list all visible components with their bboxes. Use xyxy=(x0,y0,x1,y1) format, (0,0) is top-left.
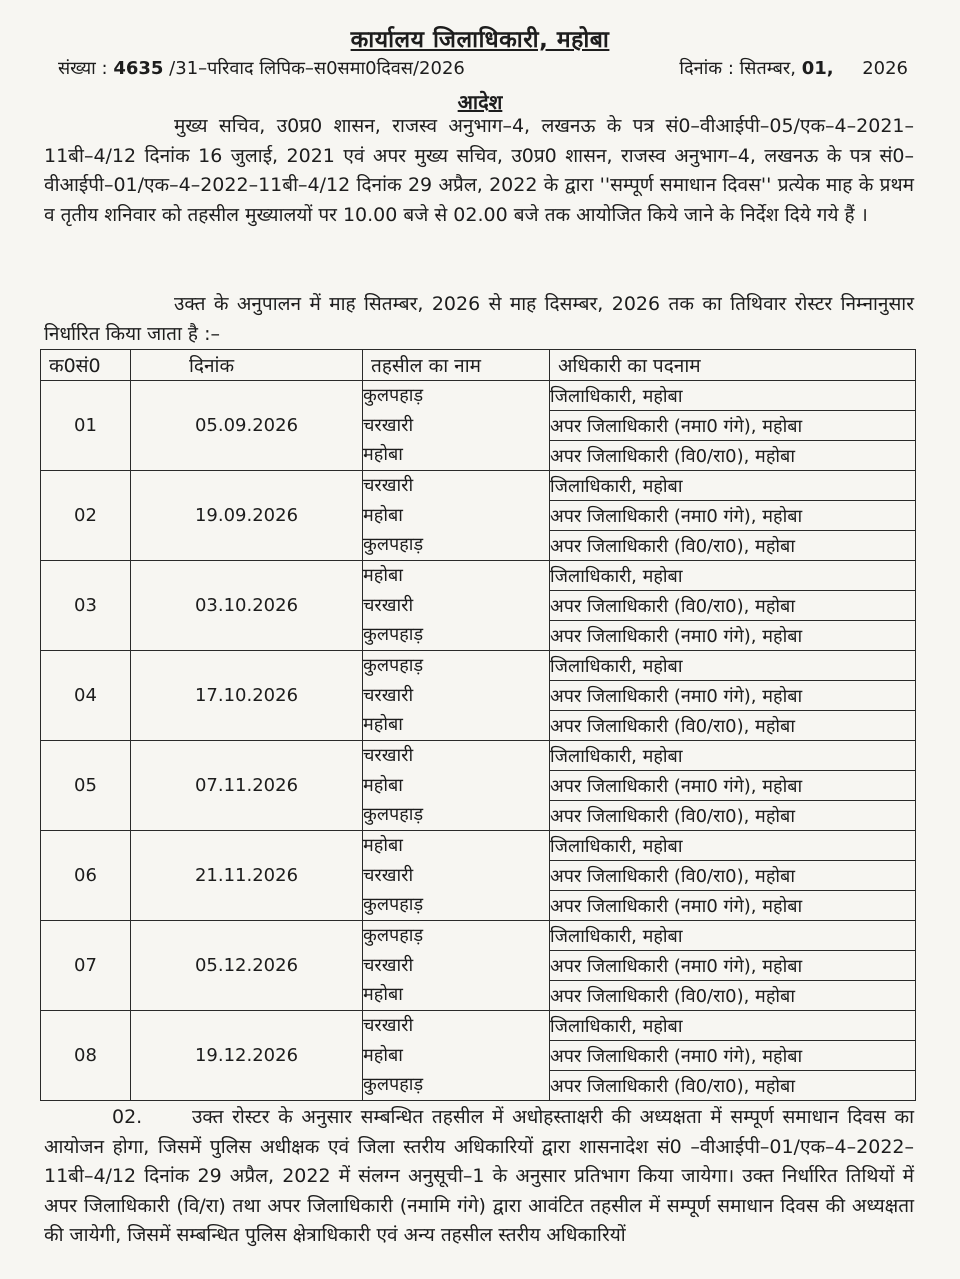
paragraph-1-text: मुख्य सचिव, उ0प्र0 शासन, राजस्व अनुभाग–4, लखनऊ के पत्र सं0–वीआईपी–05/एक–4–2021–11बी–4/12 दिनांक 16 जुलाई, 2021 एवं अपर मुख्य सचिव, उ0प्र0 शासन, राजस्व अनुभाग–4, लखनऊ के पत्र सं0– वीआईपी–01/एक–4–2022–11बी–4/12 दिनांक 29 अप्रैल, 2022 के द्वारा ''सम्पूर्ण समाधान दिवस'' प्रत्येक माह के प्रथम व तृतीय शनिवार को तहसील मुख्यालयों पर 10.00 बजे से 02.00 बजे तक आयोजित किये जाने के निर्देश दिये गये हैं । xyxy=(44,115,914,226)
row-date: 19.09.2026 xyxy=(131,471,363,561)
row-date: 03.10.2026 xyxy=(131,561,363,651)
tehsil-name: कुलपहाड़ xyxy=(363,655,424,676)
tehsil-name: चरखारी xyxy=(363,475,414,496)
officer-designation: जिलाधिकारी, महोबा xyxy=(550,381,916,411)
row-serial-number: 01 xyxy=(41,381,131,471)
officer-designation: अपर जिलाधिकारी (वि0/रा0), महोबा xyxy=(550,591,916,621)
table-row xyxy=(41,381,916,411)
tehsil-name: महोबा xyxy=(363,835,403,856)
row-tehsil-list xyxy=(363,651,550,741)
table-row xyxy=(41,561,916,591)
tehsil-name: कुलपहाड़ xyxy=(363,534,424,556)
reference-number xyxy=(58,56,465,80)
document-date xyxy=(679,56,908,80)
officer-designation: जिलाधिकारी, महोबा xyxy=(550,831,916,861)
roster-table-body xyxy=(41,381,916,1101)
paragraph-2-text: उक्त के अनुपालन में माह सितम्बर, 2026 से माह दिसम्बर, 2026 तक का तिथिवार रोस्टर निम्नानुसार निर्धारित किया जाता है :– xyxy=(44,293,914,345)
officer-designation: अपर जिलाधिकारी (वि0/रा0), महोबा xyxy=(550,711,916,741)
tehsil-name: कुलपहाड़ xyxy=(363,804,424,826)
officer-designation: जिलाधिकारी, महोबा xyxy=(550,561,916,591)
officer-designation: अपर जिलाधिकारी (नमा0 गंगे), महोबा xyxy=(550,621,916,651)
table-row xyxy=(41,1011,916,1041)
header-officer: अधिकारी का पदनाम xyxy=(550,350,916,381)
paragraph-3-text: उक्त रोस्टर के अनुसार सम्बन्धित तहसील में अधोहस्ताक्षरी की अध्यक्षता में सम्पूर्ण समाधान दिवस का आयोजन होगा, जिसमें पुलिस अधीक्षक एवं जिला स्तरीय अधिकारियों द्वारा शासनादेश सं0 –वीआईपी–01/एक–4–2022–11बी–4/12 दिनांक 29 अप्रैल, 2022 में संलग्न अनुसूची–1 के अनुसार प्रतिभाग किया जायेगा। उक्त निर्धारित तिथियों में अपर जिलाधिकारी (वि/रा) तथा अपर जिलाधिकारी (नमामि गंगे) द्वारा आवंटित तहसील में सम्पूर्ण समाधान दिवस की अध्यक्षता की जायेगी, जिसमें सम्बन्धित पुलिस क्षेत्राधिकारी एवं अन्य तहसील स्तरीय अधिकारियों xyxy=(44,1106,914,1247)
row-tehsil-list xyxy=(363,741,550,831)
tehsil-name: महोबा xyxy=(363,774,403,796)
row-tehsil-list xyxy=(363,1011,550,1101)
paragraph-3-number: 02. xyxy=(112,1106,143,1128)
tehsil-name: महोबा xyxy=(363,984,403,1006)
row-serial-number: 06 xyxy=(41,831,131,921)
date-year: 2026 xyxy=(862,58,908,79)
tehsil-name: महोबा xyxy=(363,565,403,586)
reference-number-value: 4635 xyxy=(113,58,164,79)
row-date: 07.11.2026 xyxy=(131,741,363,831)
row-serial-number: 02 xyxy=(41,471,131,561)
date-day: 01, xyxy=(801,58,834,79)
row-date: 17.10.2026 xyxy=(131,651,363,741)
row-serial-number: 05 xyxy=(41,741,131,831)
tehsil-name: कुलपहाड़ xyxy=(363,385,424,406)
date-month: सितम्बर, xyxy=(739,58,796,79)
tehsil-name: चरखारी xyxy=(363,684,414,706)
table-row xyxy=(41,651,916,681)
row-date: 05.12.2026 xyxy=(131,921,363,1011)
roster-table xyxy=(40,349,916,1101)
officer-designation: अपर जिलाधिकारी (वि0/रा0), महोबा xyxy=(550,801,916,831)
officer-designation: जिलाधिकारी, महोबा xyxy=(550,471,916,501)
officer-designation: अपर जिलाधिकारी (वि0/रा0), महोबा xyxy=(550,861,916,891)
header-sno: क0सं0 xyxy=(41,350,131,381)
row-serial-number: 04 xyxy=(41,651,131,741)
paragraph-2 xyxy=(44,290,914,349)
order-heading: आदेश xyxy=(457,90,503,114)
row-serial-number: 08 xyxy=(41,1011,131,1101)
reference-label: संख्या : xyxy=(58,58,108,79)
officer-designation: अपर जिलाधिकारी (वि0/रा0), महोबा xyxy=(550,531,916,561)
tehsil-name: चरखारी xyxy=(363,954,414,976)
header-tehsil: तहसील का नाम xyxy=(363,350,550,381)
officer-designation: जिलाधिकारी, महोबा xyxy=(550,741,916,771)
officer-designation: अपर जिलाधिकारी (वि0/रा0), महोबा xyxy=(550,441,916,471)
tehsil-name: महोबा xyxy=(363,504,403,526)
officer-designation: जिलाधिकारी, महोबा xyxy=(550,651,916,681)
officer-designation: अपर जिलाधिकारी (नमा0 गंगे), महोबा xyxy=(550,951,916,981)
officer-designation: अपर जिलाधिकारी (नमा0 गंगे), महोबा xyxy=(550,681,916,711)
table-row xyxy=(41,921,916,951)
row-date: 05.09.2026 xyxy=(131,381,363,471)
tehsil-name: चरखारी xyxy=(363,864,414,886)
officer-designation: अपर जिलाधिकारी (नमा0 गंगे), महोबा xyxy=(550,891,916,921)
tehsil-name: महोबा xyxy=(363,444,403,466)
table-row xyxy=(41,741,916,771)
tehsil-name: चरखारी xyxy=(363,745,414,766)
date-label: दिनांक : xyxy=(679,58,734,79)
tehsil-name: कुलपहाड़ xyxy=(363,624,424,646)
tehsil-name: कुलपहाड़ xyxy=(363,894,424,916)
table-row xyxy=(41,831,916,861)
table-row xyxy=(41,471,916,501)
header-date: दिनांक xyxy=(131,350,363,381)
tehsil-name: महोबा xyxy=(363,1044,403,1066)
paragraph-3 xyxy=(44,1103,914,1251)
row-serial-number: 07 xyxy=(41,921,131,1011)
tehsil-name: कुलपहाड़ xyxy=(363,925,424,946)
officer-designation: जिलाधिकारी, महोबा xyxy=(550,921,916,951)
row-date: 19.12.2026 xyxy=(131,1011,363,1101)
officer-designation: अपर जिलाधिकारी (नमा0 गंगे), महोबा xyxy=(550,1041,916,1071)
tehsil-name: चरखारी xyxy=(363,594,414,616)
row-tehsil-list xyxy=(363,561,550,651)
office-title: कार्यालय जिलाधिकारी, महोबा xyxy=(350,27,610,53)
officer-designation: अपर जिलाधिकारी (नमा0 गंगे), महोबा xyxy=(550,411,916,441)
officer-designation: अपर जिलाधिकारी (नमा0 गंगे), महोबा xyxy=(550,771,916,801)
officer-designation: अपर जिलाधिकारी (नमा0 गंगे), महोबा xyxy=(550,501,916,531)
paragraph-1 xyxy=(44,112,914,230)
row-tehsil-list xyxy=(363,471,550,561)
table-header-row xyxy=(41,350,916,381)
row-tehsil-list xyxy=(363,381,550,471)
reference-suffix: /31–परिवाद लिपिक–स0समा0दिवस/2026 xyxy=(169,58,465,79)
row-tehsil-list xyxy=(363,921,550,1011)
tehsil-name: चरखारी xyxy=(363,414,414,436)
tehsil-name: चरखारी xyxy=(363,1015,414,1036)
row-serial-number: 03 xyxy=(41,561,131,651)
officer-designation: अपर जिलाधिकारी (वि0/रा0), महोबा xyxy=(550,981,916,1011)
tehsil-name: महोबा xyxy=(363,714,403,736)
row-tehsil-list xyxy=(363,831,550,921)
tehsil-name: कुलपहाड़ xyxy=(363,1074,424,1096)
officer-designation: जिलाधिकारी, महोबा xyxy=(550,1011,916,1041)
officer-designation: अपर जिलाधिकारी (वि0/रा0), महोबा xyxy=(550,1071,916,1101)
row-date: 21.11.2026 xyxy=(131,831,363,921)
